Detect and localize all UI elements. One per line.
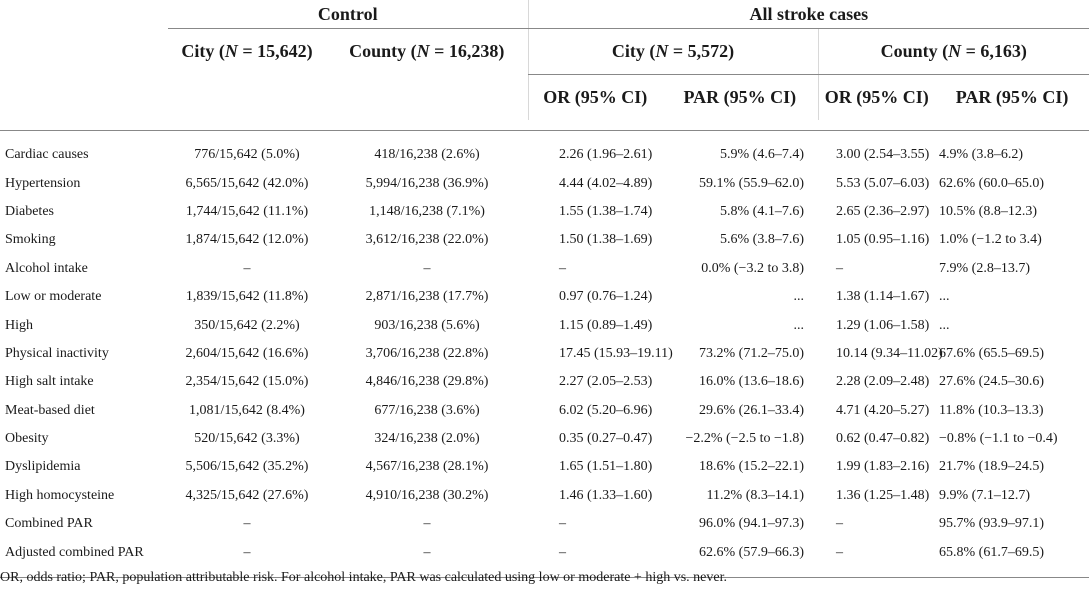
city-control-cell: 4,325/15,642 (27.6%) <box>185 487 309 503</box>
par-city-cell: 18.6% (15.2–22.1) <box>699 459 805 475</box>
county-control-cell: 903/16,238 (5.6%) <box>374 317 480 333</box>
county-control-cell: 324/16,238 (2.0%) <box>374 431 480 447</box>
table-row <box>0 226 1089 254</box>
city-control-cell: 1,839/15,642 (11.8%) <box>185 289 309 305</box>
city-control-cell: 2,354/15,642 (15.0%) <box>185 374 309 390</box>
or-county-cell: 1.36 (1.25–1.48) <box>836 487 930 503</box>
city-control-cell: 6,565/15,642 (42.0%) <box>185 175 309 191</box>
table-row <box>0 283 1089 311</box>
row-label: Meat-based diet <box>5 402 95 418</box>
header-row-3 <box>0 75 1089 121</box>
par-county-cell: 21.7% (18.9–24.5) <box>939 459 1045 475</box>
par-county-cell: −0.8% (−1.1 to −0.4) <box>939 431 1058 447</box>
par-city-cell: 96.0% (94.1–97.3) <box>699 516 805 532</box>
row-label: Physical inactivity <box>5 345 109 361</box>
or-county-cell: 10.14 (9.34–11.02) <box>836 345 943 361</box>
city-control-cell: 350/15,642 (2.2%) <box>194 317 300 333</box>
city-control-cell: 520/15,642 (3.3%) <box>194 431 300 447</box>
city-control-cell: 1,081/15,642 (8.4%) <box>189 402 305 418</box>
table-row <box>0 169 1089 197</box>
par-city-cell: 5.8% (4.1–7.6) <box>720 203 805 219</box>
or-city-header: OR (95% CI) <box>528 75 662 121</box>
table-row <box>0 368 1089 396</box>
or-city-cell: 2.26 (1.96–2.61) <box>559 147 653 163</box>
par-county-cell: 7.9% (2.8–13.7) <box>939 260 1031 276</box>
city-control-cell: 2,604/15,642 (16.6%) <box>185 345 309 361</box>
county-control-cell: – <box>423 516 431 532</box>
table-row <box>0 425 1089 453</box>
county-control-cell: 4,910/16,238 (30.2%) <box>365 487 489 503</box>
row-label: High homocysteine <box>5 487 115 503</box>
par-city-cell: 16.0% (13.6–18.6) <box>699 374 805 390</box>
county-control-cell: 418/16,238 (2.6%) <box>374 147 480 163</box>
par-county-cell: 95.7% (93.9–97.1) <box>939 516 1045 532</box>
or-county-cell: 3.00 (2.54–3.55) <box>836 147 930 163</box>
par-county-cell: 4.9% (3.8–6.2) <box>939 147 1024 163</box>
city-control-cell: 776/15,642 (5.0%) <box>194 147 300 163</box>
county-control-cell: 4,846/16,238 (29.8%) <box>365 374 489 390</box>
or-city-cell: 2.27 (2.05–2.53) <box>559 374 653 390</box>
row-label: Dyslipidemia <box>5 459 81 475</box>
header-row-1 <box>0 0 1089 29</box>
par-city-cell: 11.2% (8.3–14.1) <box>706 487 805 503</box>
city-control-cell: – <box>243 544 251 560</box>
or-county-cell: 1.38 (1.14–1.67) <box>836 289 930 305</box>
county-control-cell: 3,706/16,238 (22.8%) <box>365 345 489 361</box>
row-label: Combined PAR <box>5 516 93 532</box>
table-footnote: OR, odds ratio; PAR, population attributable risk. For alcohol intake, PAR was calculated using low or moderate + high vs. never. <box>0 570 727 585</box>
county-control-cell: 2,871/16,238 (17.7%) <box>365 289 489 305</box>
county-control-cell: 1,148/16,238 (7.1%) <box>369 203 485 219</box>
par-city-cell: 73.2% (71.2–75.0) <box>699 345 805 361</box>
table-row <box>0 198 1089 226</box>
or-city-cell: 1.46 (1.33–1.60) <box>559 487 653 503</box>
county-control-cell: – <box>423 260 431 276</box>
par-city-cell: ... <box>793 317 805 333</box>
par-county-header: PAR (95% CI) <box>955 87 1069 107</box>
table-row <box>0 340 1089 368</box>
or-county-cell: 1.05 (0.95–1.16) <box>836 232 930 248</box>
row-label: Cardiac causes <box>5 147 89 163</box>
par-city-cell: 0.0% (−3.2 to 3.8) <box>701 260 805 276</box>
row-label: Adjusted combined PAR <box>5 544 144 560</box>
or-city-cell: 6.02 (5.20–6.96) <box>559 402 653 418</box>
county-control-cell: 5,994/16,238 (36.9%) <box>365 175 489 191</box>
table-row <box>0 397 1089 425</box>
table-row <box>0 141 1089 169</box>
city-control-cell: 1,874/15,642 (12.0%) <box>185 232 309 248</box>
or-city-cell: – <box>559 260 567 276</box>
header-row-2 <box>0 29 1089 75</box>
county-control-cell: 3,612/16,238 (22.0%) <box>365 232 489 248</box>
par-county-cell: 1.0% (−1.2 to 3.4) <box>939 232 1042 248</box>
par-county-cell: 11.8% (10.3–13.3) <box>939 402 1044 418</box>
or-city-cell: 4.44 (4.02–4.89) <box>559 175 653 191</box>
or-county-cell: – <box>836 516 844 532</box>
city-control-cell: 1,744/15,642 (11.1%) <box>185 203 309 219</box>
city-control-cell: – <box>243 516 251 532</box>
or-city-cell: – <box>559 544 567 560</box>
table-row <box>0 538 1089 566</box>
par-county-cell: 62.6% (60.0–65.0) <box>939 175 1045 191</box>
county-control-header: County (N = 16,238) <box>349 41 505 62</box>
or-city-cell: – <box>559 516 567 532</box>
or-county-cell: 1.99 (1.83–2.16) <box>836 459 930 475</box>
table-row <box>0 311 1089 339</box>
table-row <box>0 453 1089 481</box>
or-city-cell: 0.35 (0.27–0.47) <box>559 431 653 447</box>
row-label: Obesity <box>5 431 49 447</box>
or-city-cell: 0.97 (0.76–1.24) <box>559 289 653 305</box>
or-county-cell: 0.62 (0.47–0.82) <box>836 431 930 447</box>
or-county-cell: 4.71 (4.20–5.27) <box>836 402 930 418</box>
or-city-cell: 1.15 (0.89–1.49) <box>559 317 653 333</box>
par-city-cell: ... <box>793 289 805 305</box>
par-city-cell: 5.9% (4.6–7.4) <box>720 147 805 163</box>
or-county-header: OR (95% CI) <box>818 75 935 121</box>
or-county-cell: – <box>836 544 844 560</box>
par-county-cell: 10.5% (8.8–12.3) <box>939 203 1038 219</box>
par-county-cell: ... <box>939 289 950 305</box>
or-city-cell: 1.50 (1.38–1.69) <box>559 232 653 248</box>
par-county-cell: 9.9% (7.1–12.7) <box>939 487 1031 503</box>
or-city-cell: 17.45 (15.93–19.11) <box>559 345 673 361</box>
par-city-header: PAR (95% CI) <box>683 87 797 107</box>
or-county-cell: – <box>836 260 844 276</box>
row-label: Hypertension <box>5 175 81 191</box>
city-control-cell: 5,506/15,642 (35.2%) <box>185 459 309 475</box>
or-city-cell: 1.65 (1.51–1.80) <box>559 459 653 475</box>
par-city-cell: 62.6% (57.9–66.3) <box>699 544 805 560</box>
row-label: High <box>5 317 33 333</box>
par-city-cell: 59.1% (55.9–62.0) <box>699 175 805 191</box>
or-county-cell: 5.53 (5.07–6.03) <box>836 175 930 191</box>
county-stroke-header: County (N = 6,163) <box>818 29 1089 75</box>
or-city-cell: 1.55 (1.38–1.74) <box>559 203 653 219</box>
or-county-cell: 1.29 (1.06–1.58) <box>836 317 930 333</box>
row-label: Low or moderate <box>5 289 102 305</box>
table-row <box>0 255 1089 283</box>
county-control-cell: 677/16,238 (3.6%) <box>374 402 480 418</box>
par-city-cell: 29.6% (26.1–33.4) <box>699 402 805 418</box>
row-label: Smoking <box>5 232 56 248</box>
or-county-cell: 2.28 (2.09–2.48) <box>836 374 930 390</box>
control-group-header: Control <box>168 0 528 29</box>
county-control-cell: – <box>423 544 431 560</box>
table-row <box>0 510 1089 538</box>
city-control-header: City (N = 15,642) <box>181 41 313 62</box>
par-county-cell: ... <box>939 317 950 333</box>
par-city-cell: 5.6% (3.8–7.6) <box>720 232 805 248</box>
par-county-cell: 65.8% (61.7–69.5) <box>939 544 1045 560</box>
city-stroke-header: City (N = 5,572) <box>528 29 818 75</box>
city-control-cell: – <box>243 260 251 276</box>
par-city-cell: −2.2% (−2.5 to −1.8) <box>685 431 805 447</box>
header-rule <box>0 120 1089 131</box>
row-label: Alcohol intake <box>5 260 88 276</box>
par-county-cell: 67.6% (65.5–69.5) <box>939 345 1045 361</box>
row-label: Diabetes <box>5 203 54 219</box>
row-label: High salt intake <box>5 374 94 390</box>
par-county-cell: 27.6% (24.5–30.6) <box>939 374 1045 390</box>
or-county-cell: 2.65 (2.36–2.97) <box>836 203 930 219</box>
all-stroke-group-header: All stroke cases <box>528 0 1089 29</box>
table-row <box>0 482 1089 510</box>
county-control-cell: 4,567/16,238 (28.1%) <box>365 459 489 475</box>
